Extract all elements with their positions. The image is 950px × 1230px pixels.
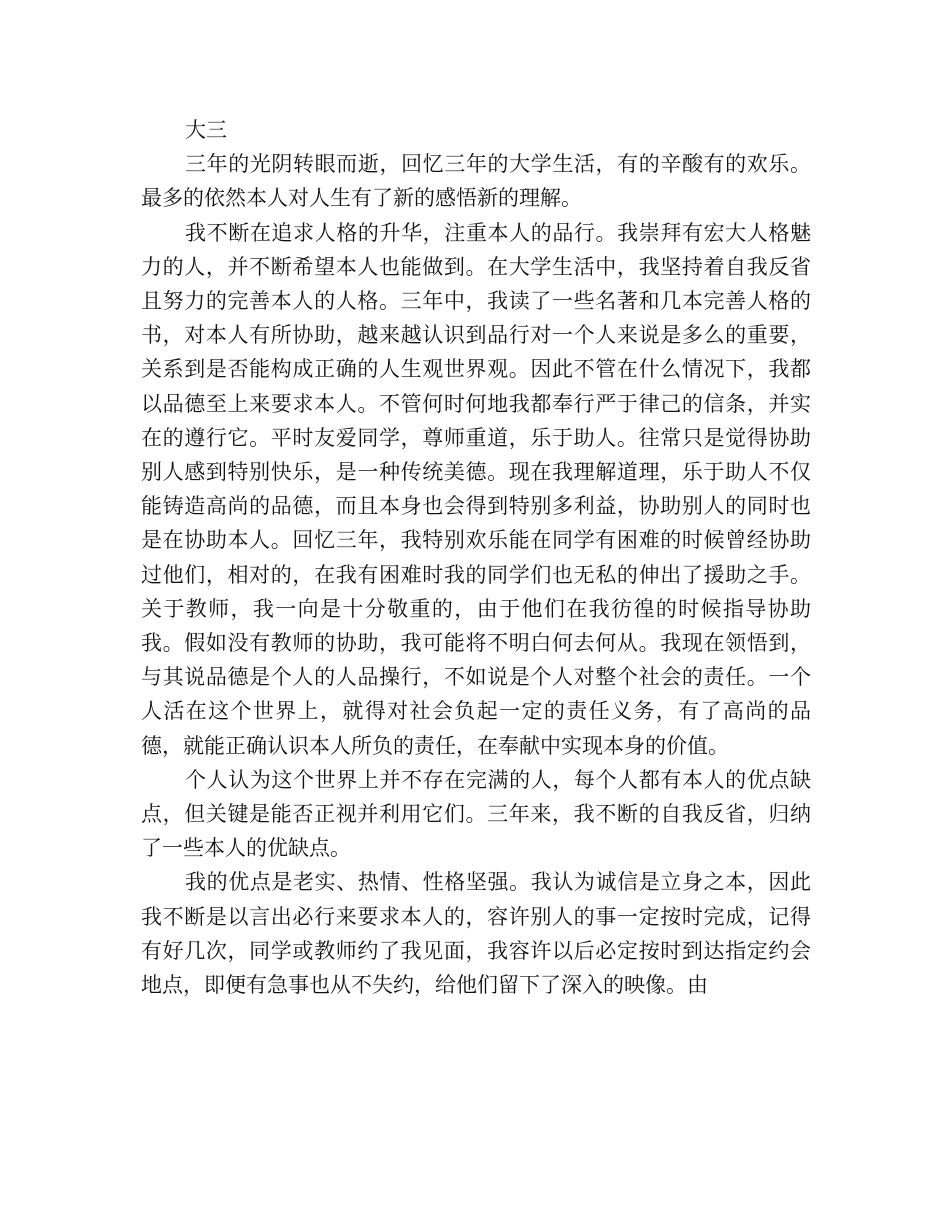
paragraph-4: 我的优点是老实、热情、性格坚强。我认为诚信是立身之本，因此我不断是以言出必行来要求本人的，容许别人的事一定按时完成，记得有好几次，同学或教师约了我见面，我容许以后必定按时到达指定约会地点，即便有急事也从不失约，给他们留下了深入的映像。由 bbox=[141, 870, 811, 998]
paragraph-2: 我不断在追求人格的升华，注重本人的品行。我崇拜有宏大人格魅力的人，并不断希望本人也能做到。在大学生活中，我坚持着自我反省且努力的完善本人的人格。三年中，我读了一些名著和几本完善人格的书，对本人有所协助，越来越认识到品行对一个人来说是多么的重要，关系到是否能构成正确的人生观世界观。因此不管在什么情况下，我都以品德至上来要求本人。不管何时何地我都奉行严于律己的信条，并实在的遵行它。平时友爱同学，尊师重道，乐于助人。往常只是觉得协助别人感到特别快乐，是一种传统美德。现在我理解道理，乐于助人不仅能铸造高尚的品德，而且本身也会得到特别多利益，协助别人的同时也是在协助本人。回忆三年，我特别欢乐能在同学有困难的时候曾经协助过他们，相对的，在我有困难时我的同学们也无私的伸出了援助之手。关于教师，我一向是十分敬重的，由于他们在我彷徨的时候指导协助我。假如没有教师的协助，我可能将不明白何去何从。我现在领悟到，与其说品德是个人的人品操行，不如说是个人对整个社会的责任。一个人活在这个世界上，就得对社会负起一定的责任义务，有了高尚的品德，就能正确认识本人所负的责任，在奉献中实现本身的价值。 bbox=[141, 220, 811, 758]
paragraph-3: 个人认为这个世界上并不存在完满的人，每个人都有本人的优点缺点，但关键是能否正视并利用它们。三年来，我不断的自我反省，归纳了一些本人的优缺点。 bbox=[141, 767, 811, 861]
paragraph-1: 三年的光阴转眼而逝，回忆三年的大学生活，有的辛酸有的欢乐。最多的依然本人对人生有了新的感悟新的理解。 bbox=[141, 152, 811, 211]
document-body bbox=[141, 113, 811, 1002]
document-title: 大三 bbox=[185, 118, 227, 142]
